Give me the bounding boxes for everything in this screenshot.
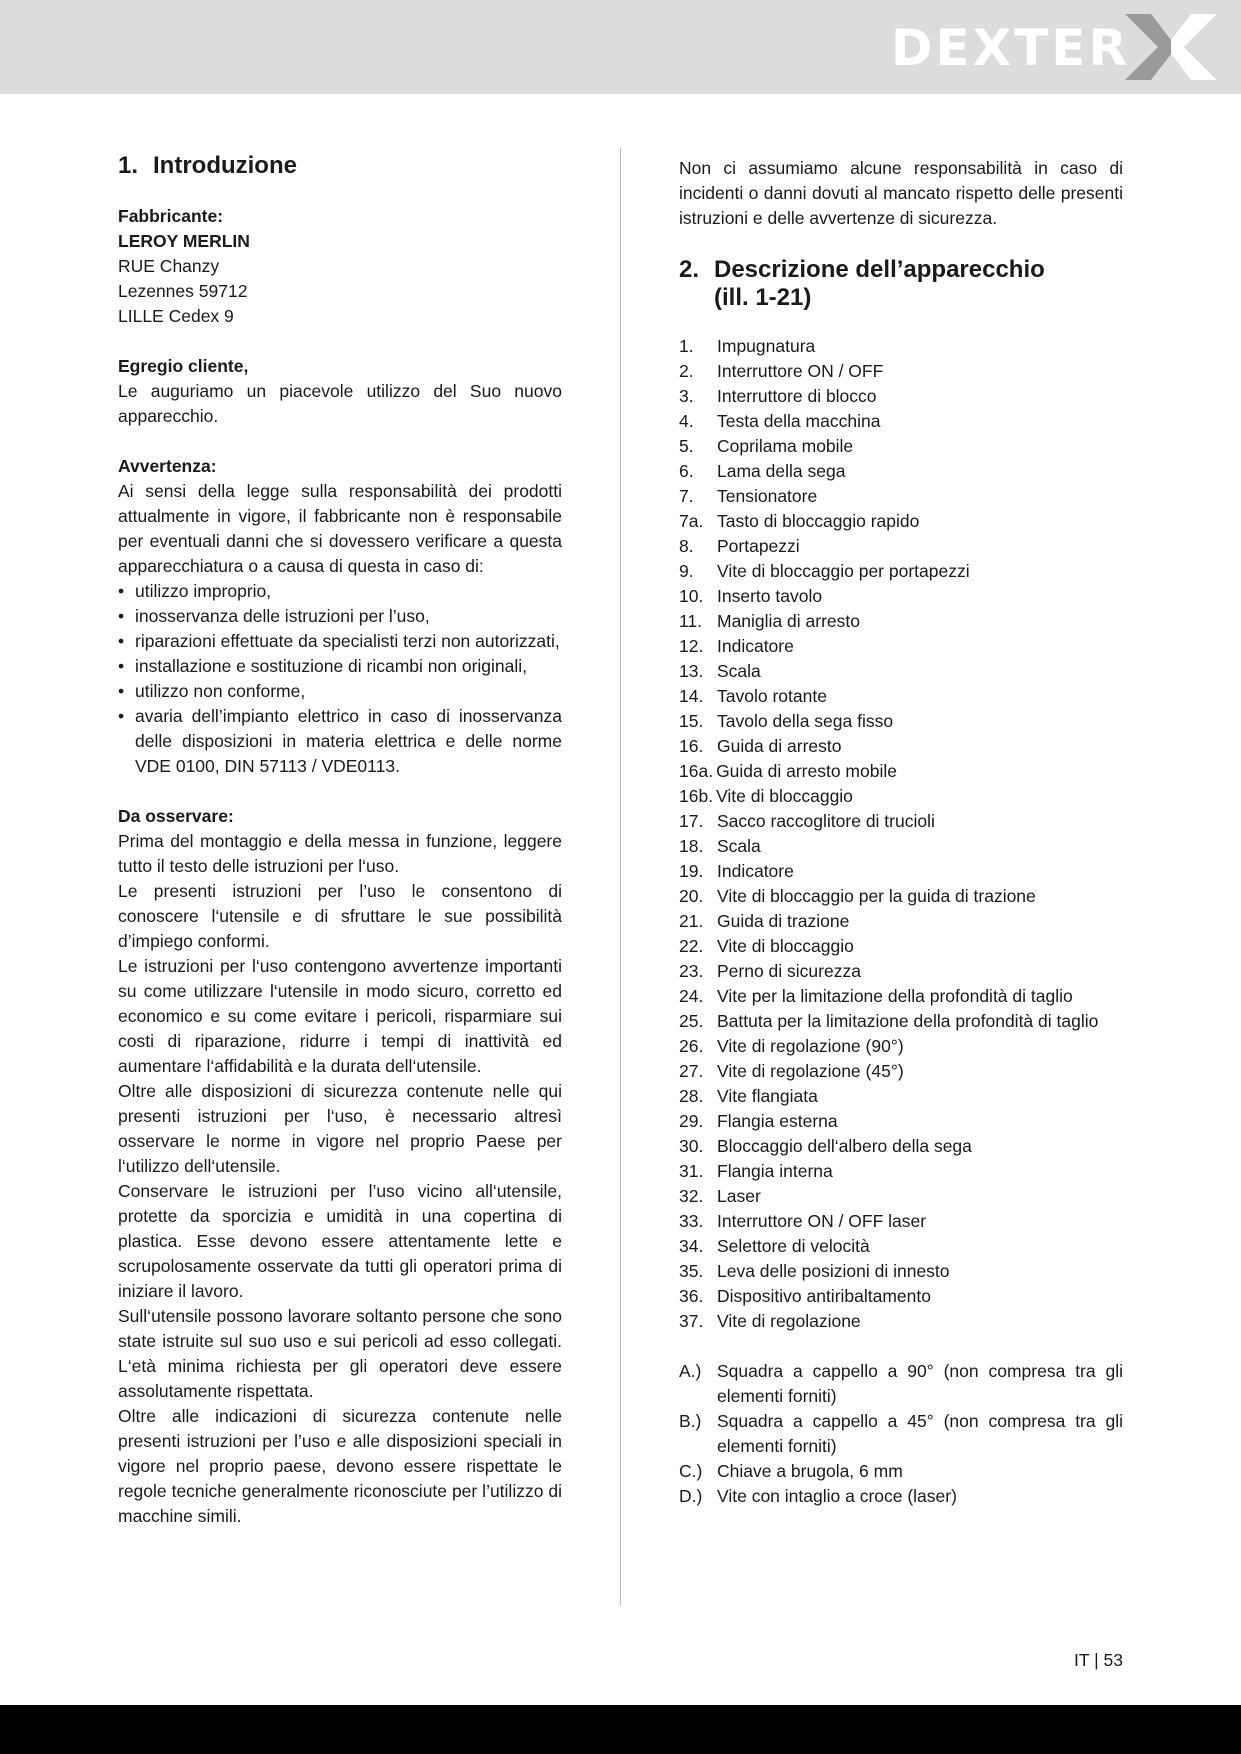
item-text: Indicatore xyxy=(717,861,794,881)
observe-title: Da osservare: xyxy=(118,806,234,826)
list-item xyxy=(679,609,1123,634)
item-number: 17. xyxy=(679,811,704,831)
item-number: 7. xyxy=(679,486,694,506)
item-number: 36. xyxy=(679,1286,704,1306)
header-band xyxy=(0,0,1241,94)
warning-list xyxy=(118,579,562,779)
list-item xyxy=(679,1359,1123,1409)
manufacturer-label: Fabbricante: xyxy=(118,206,224,226)
dexter-logo xyxy=(891,14,1221,80)
list-item xyxy=(679,834,1123,859)
item-text: Vite flangiata xyxy=(717,1086,818,1106)
accessories-list xyxy=(679,1359,1123,1509)
item-number: 27. xyxy=(679,1061,704,1081)
list-item xyxy=(679,384,1123,409)
list-item xyxy=(679,959,1123,984)
item-text: Vite di regolazione xyxy=(717,1311,861,1331)
list-item: • installazione e sostituzione di ricambi non originali, xyxy=(118,654,562,679)
item-number: 16. xyxy=(679,736,704,756)
list-item xyxy=(679,909,1123,934)
list-item xyxy=(679,809,1123,834)
item-text: Interruttore ON / OFF laser xyxy=(717,1211,927,1231)
item-text: Scala xyxy=(717,836,761,856)
observe-paragraph: Prima del montaggio e della messa in funzione, leggere tutto il testo delle istruzioni per l‘uso. xyxy=(118,831,562,876)
list-item: • utilizzo non conforme, xyxy=(118,679,562,704)
list-item xyxy=(679,459,1123,484)
item-text: Perno di sicurezza xyxy=(717,961,861,981)
item-number: 14. xyxy=(679,686,704,706)
item-number: 30. xyxy=(679,1136,704,1156)
list-item xyxy=(679,1159,1123,1184)
item-text: Guida di arresto xyxy=(717,736,842,756)
x-mark-icon xyxy=(1121,14,1221,80)
item-number: 3. xyxy=(679,386,694,406)
address-line: Lezennes 59712 xyxy=(118,281,248,301)
item-number: 19. xyxy=(679,861,704,881)
greeting-text: Le auguriamo un piacevole utilizzo del Suo nuovo apparecchio. xyxy=(118,381,562,426)
item-text: Indicatore xyxy=(717,636,794,656)
item-text: Lama della sega xyxy=(717,461,846,481)
list-item xyxy=(679,859,1123,884)
item-text: Guida di arresto mobile xyxy=(716,761,897,781)
list-item: • riparazioni effettuate da specialisti terzi non autorizzati, xyxy=(118,629,562,654)
item-text: Vite con intaglio a croce (laser) xyxy=(717,1486,957,1506)
list-item xyxy=(679,1409,1123,1459)
address-line: RUE Chanzy xyxy=(118,256,220,276)
list-item xyxy=(679,334,1123,359)
item-number: 15. xyxy=(679,711,704,731)
section-1-heading: 1. Introduzione xyxy=(118,152,297,179)
item-text: Vite di bloccaggio per portapezzi xyxy=(717,561,970,581)
item-number: 34. xyxy=(679,1236,704,1256)
left-column xyxy=(118,152,562,1529)
item-text: Guida di trazione xyxy=(717,911,850,931)
list-item xyxy=(679,1059,1123,1084)
item-text: Dispositivo antiribaltamento xyxy=(717,1286,931,1306)
item-number: A.) xyxy=(679,1361,702,1381)
item-number: 37. xyxy=(679,1311,704,1331)
item-number: 26. xyxy=(679,1036,704,1056)
list-item xyxy=(679,734,1123,759)
item-text: Coprilama mobile xyxy=(717,436,854,456)
item-text: Portapezzi xyxy=(717,536,800,556)
section-2-heading: 2. Descrizione dell’apparecchio (ill. 1-21) xyxy=(679,256,1045,311)
item-text: Tasto di bloccaggio rapido xyxy=(717,511,920,531)
item-number: 4. xyxy=(679,411,694,431)
observe-paragraph: Le presenti istruzioni per l’uso le consentono di conoscere l‘utensile e di sfruttare le sue possibilità d’impiego conformi. xyxy=(118,881,562,951)
item-text: Flangia interna xyxy=(717,1161,833,1181)
list-item xyxy=(679,1009,1123,1034)
list-item xyxy=(679,659,1123,684)
item-text: Flangia esterna xyxy=(717,1111,838,1131)
item-number: 31. xyxy=(679,1161,704,1181)
list-item xyxy=(679,934,1123,959)
item-number: 25. xyxy=(679,1011,704,1031)
item-text: Vite di regolazione (45°) xyxy=(717,1061,904,1081)
item-number: 29. xyxy=(679,1111,704,1131)
item-number: 7a. xyxy=(679,511,704,531)
list-item xyxy=(679,1309,1123,1334)
observe-paragraph: Conservare le istruzioni per l’uso vicino all‘utensile, protette da sporcizia e umidità in una copertina di plastica. Esse devono essere attentamente lette e scrupolosamente osservate da tutti gli operatori prima di iniziare il lavoro. xyxy=(118,1181,562,1301)
manufacturer-name: LEROY MERLIN xyxy=(118,231,250,251)
item-number: D.) xyxy=(679,1486,703,1506)
list-item: • inosservanza delle istruzioni per l’uso, xyxy=(118,604,562,629)
greeting-title: Egregio cliente, xyxy=(118,356,249,376)
item-text: Vite per la limitazione della profondità di taglio xyxy=(717,986,1073,1006)
item-text: Vite di bloccaggio xyxy=(716,786,853,806)
list-item xyxy=(679,434,1123,459)
item-text: Vite di bloccaggio per la guida di trazione xyxy=(717,886,1036,906)
item-text: Testa della macchina xyxy=(717,411,881,431)
item-number: 35. xyxy=(679,1261,704,1281)
item-text: Bloccaggio dell‘albero della sega xyxy=(717,1136,972,1156)
item-number: 5. xyxy=(679,436,694,456)
item-text: Scala xyxy=(717,661,761,681)
list-item xyxy=(679,509,1123,534)
item-number: 20. xyxy=(679,886,704,906)
list-item xyxy=(679,709,1123,734)
item-text: Tavolo rotante xyxy=(717,686,827,706)
list-item xyxy=(679,1134,1123,1159)
parts-list xyxy=(679,334,1123,1334)
item-number: 21. xyxy=(679,911,704,931)
item-number: 32. xyxy=(679,1186,704,1206)
list-item xyxy=(679,684,1123,709)
item-text: Vite di bloccaggio xyxy=(717,936,854,956)
item-number: 23. xyxy=(679,961,704,981)
item-number: 28. xyxy=(679,1086,704,1106)
item-number: 12. xyxy=(679,636,704,656)
list-item xyxy=(679,1259,1123,1284)
item-number: 6. xyxy=(679,461,694,481)
item-text: Interruttore di blocco xyxy=(717,386,877,406)
list-item xyxy=(679,534,1123,559)
page-number: IT | 53 xyxy=(1074,1650,1123,1670)
list-item xyxy=(679,1084,1123,1109)
disclaimer-text: Non ci assumiamo alcune responsabilità in caso di incidenti o danni dovuti al mancato rispetto delle presenti istruzioni e delle avvertenze di sicurezza. xyxy=(679,158,1123,228)
list-item xyxy=(679,634,1123,659)
item-text: Laser xyxy=(717,1186,761,1206)
item-number: 16a. xyxy=(679,761,714,781)
item-text: Chiave a brugola, 6 mm xyxy=(717,1461,903,1481)
list-item: • avaria dell’impianto elettrico in caso di inosservanza delle disposizioni in materia elettrica e delle norme VDE 0100, DIN 57113 / VDE0113. xyxy=(118,704,562,779)
item-number: 2. xyxy=(679,361,694,381)
item-text: Sacco raccoglitore di trucioli xyxy=(717,811,935,831)
item-text: Inserto tavolo xyxy=(717,586,823,606)
observe-paragraph: Oltre alle indicazioni di sicurezza contenute nelle presenti istruzioni per l’uso e alle disposizioni speciali in vigore nel proprio paese, devono essere rispettate le regole tecniche generalmente riconosciute per l’utilizzo di macchine simili. xyxy=(118,1406,562,1526)
item-number: 18. xyxy=(679,836,704,856)
item-number: 33. xyxy=(679,1211,704,1231)
brand-name: DEXTER xyxy=(891,19,1130,77)
item-number: B.) xyxy=(679,1411,702,1431)
list-item xyxy=(679,1284,1123,1309)
item-text: Leva delle posizioni di innesto xyxy=(717,1261,950,1281)
list-item xyxy=(679,1234,1123,1259)
list-item xyxy=(679,784,1123,809)
list-item xyxy=(679,1184,1123,1209)
item-number: 9. xyxy=(679,561,694,581)
item-number: 13. xyxy=(679,661,704,681)
footer-band xyxy=(0,1705,1241,1754)
item-number: C.) xyxy=(679,1461,703,1481)
item-text: Tavolo della sega fisso xyxy=(717,711,894,731)
item-number: 22. xyxy=(679,936,704,956)
observe-paragraph: Le istruzioni per l‘uso contengono avvertenze importanti su come utilizzare l‘utensile in modo sicuro, corretto ed economico e su come evitare i pericoli, risparmiare sui costi di riparazione, ridurre i tempi di inattività ed aumentare l‘affidabilità e la durata dell‘utensile. xyxy=(118,956,562,1076)
list-item: • utilizzo improprio, xyxy=(118,579,562,604)
item-text: Maniglia di arresto xyxy=(717,611,860,631)
list-item xyxy=(679,409,1123,434)
list-item xyxy=(679,984,1123,1009)
list-item xyxy=(679,1459,1123,1484)
item-text: Impugnatura xyxy=(717,336,816,356)
list-item xyxy=(679,1209,1123,1234)
observe-paragraph: Oltre alle disposizioni di sicurezza contenute nelle qui presenti istruzioni per l‘uso, è necessario altresì osservare le norme in vigore nel proprio Paese per l‘utilizzo dell‘utensile. xyxy=(118,1081,562,1176)
item-text: Squadra a cappello a 45° (non compresa tra gli elementi forniti) xyxy=(717,1411,1123,1456)
list-item xyxy=(679,884,1123,909)
address-line: LILLE Cedex 9 xyxy=(118,306,234,326)
list-item xyxy=(679,759,1123,784)
item-text: Interruttore ON / OFF xyxy=(717,361,884,381)
warning-title: Avvertenza: xyxy=(118,456,217,476)
item-number: 1. xyxy=(679,336,694,356)
item-number: 24. xyxy=(679,986,704,1006)
item-number: 8. xyxy=(679,536,694,556)
list-item xyxy=(679,1109,1123,1134)
item-number: 11. xyxy=(679,611,703,631)
item-text: Squadra a cappello a 90° (non compresa tra gli elementi forniti) xyxy=(717,1361,1123,1406)
item-text: Selettore di velocità xyxy=(717,1236,870,1256)
item-number: 16b. xyxy=(679,786,714,806)
item-text: Battuta per la limitazione della profondità di taglio xyxy=(717,1011,1099,1031)
list-item xyxy=(679,559,1123,584)
item-text: Vite di regolazione (90°) xyxy=(717,1036,904,1056)
list-item xyxy=(679,1484,1123,1509)
list-item xyxy=(679,484,1123,509)
item-number: 10. xyxy=(679,586,704,606)
column-divider xyxy=(620,148,621,1606)
list-item xyxy=(679,359,1123,384)
right-column xyxy=(679,152,1123,1509)
item-text: Tensionatore xyxy=(717,486,818,506)
warning-text: Ai sensi della legge sulla responsabilità dei prodotti attualmente in vigore, il fabbricante non è responsabile per eventuali danni che si dovessero verificare a questa apparecchiatura o a causa di questa in caso di: xyxy=(118,481,562,576)
list-item xyxy=(679,584,1123,609)
list-item xyxy=(679,1034,1123,1059)
observe-paragraph: Sull‘utensile possono lavorare soltanto persone che sono state istruite sul suo uso e sui pericoli ad esso collegati. L‘età minima richiesta per gli operatori deve essere assolutamente rispettata. xyxy=(118,1306,562,1401)
